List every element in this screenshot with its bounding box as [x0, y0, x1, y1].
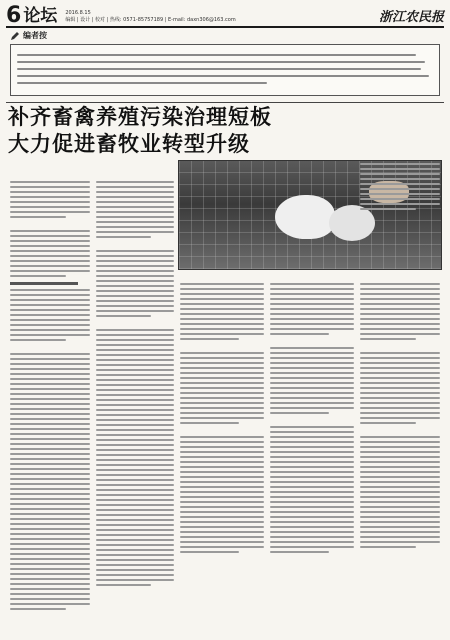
section-divider	[6, 102, 444, 103]
editor-note-text	[17, 54, 433, 84]
issue-date: 2016.8.15	[65, 10, 91, 16]
headline-line-1: 补齐畜禽养殖污染治理短板	[8, 105, 272, 129]
masthead-meta	[65, 10, 235, 24]
article-headline	[8, 104, 442, 158]
article-column-1	[10, 178, 90, 634]
article-column-4	[270, 280, 354, 634]
page-number: 6	[6, 3, 22, 28]
editor-note-label	[10, 30, 47, 41]
paper-name: 浙江农民报	[378, 10, 444, 25]
article-column-2	[96, 178, 174, 634]
headline-line-2: 大力促进畜牧业转型升级	[8, 132, 250, 156]
editor-note-box	[10, 44, 440, 96]
photo-rabbit	[275, 195, 335, 239]
article-column-3	[180, 280, 264, 634]
editorial-info: 编辑 | 设计 | 校对 | 热线: 0571-85757189 | E-mail: daxn306@163.com	[65, 17, 236, 23]
masthead	[6, 4, 444, 28]
section-title: 论坛	[23, 6, 58, 26]
article-column-6	[360, 280, 440, 634]
editor-note-title: 编者按	[23, 31, 47, 40]
pen-icon	[10, 31, 20, 41]
